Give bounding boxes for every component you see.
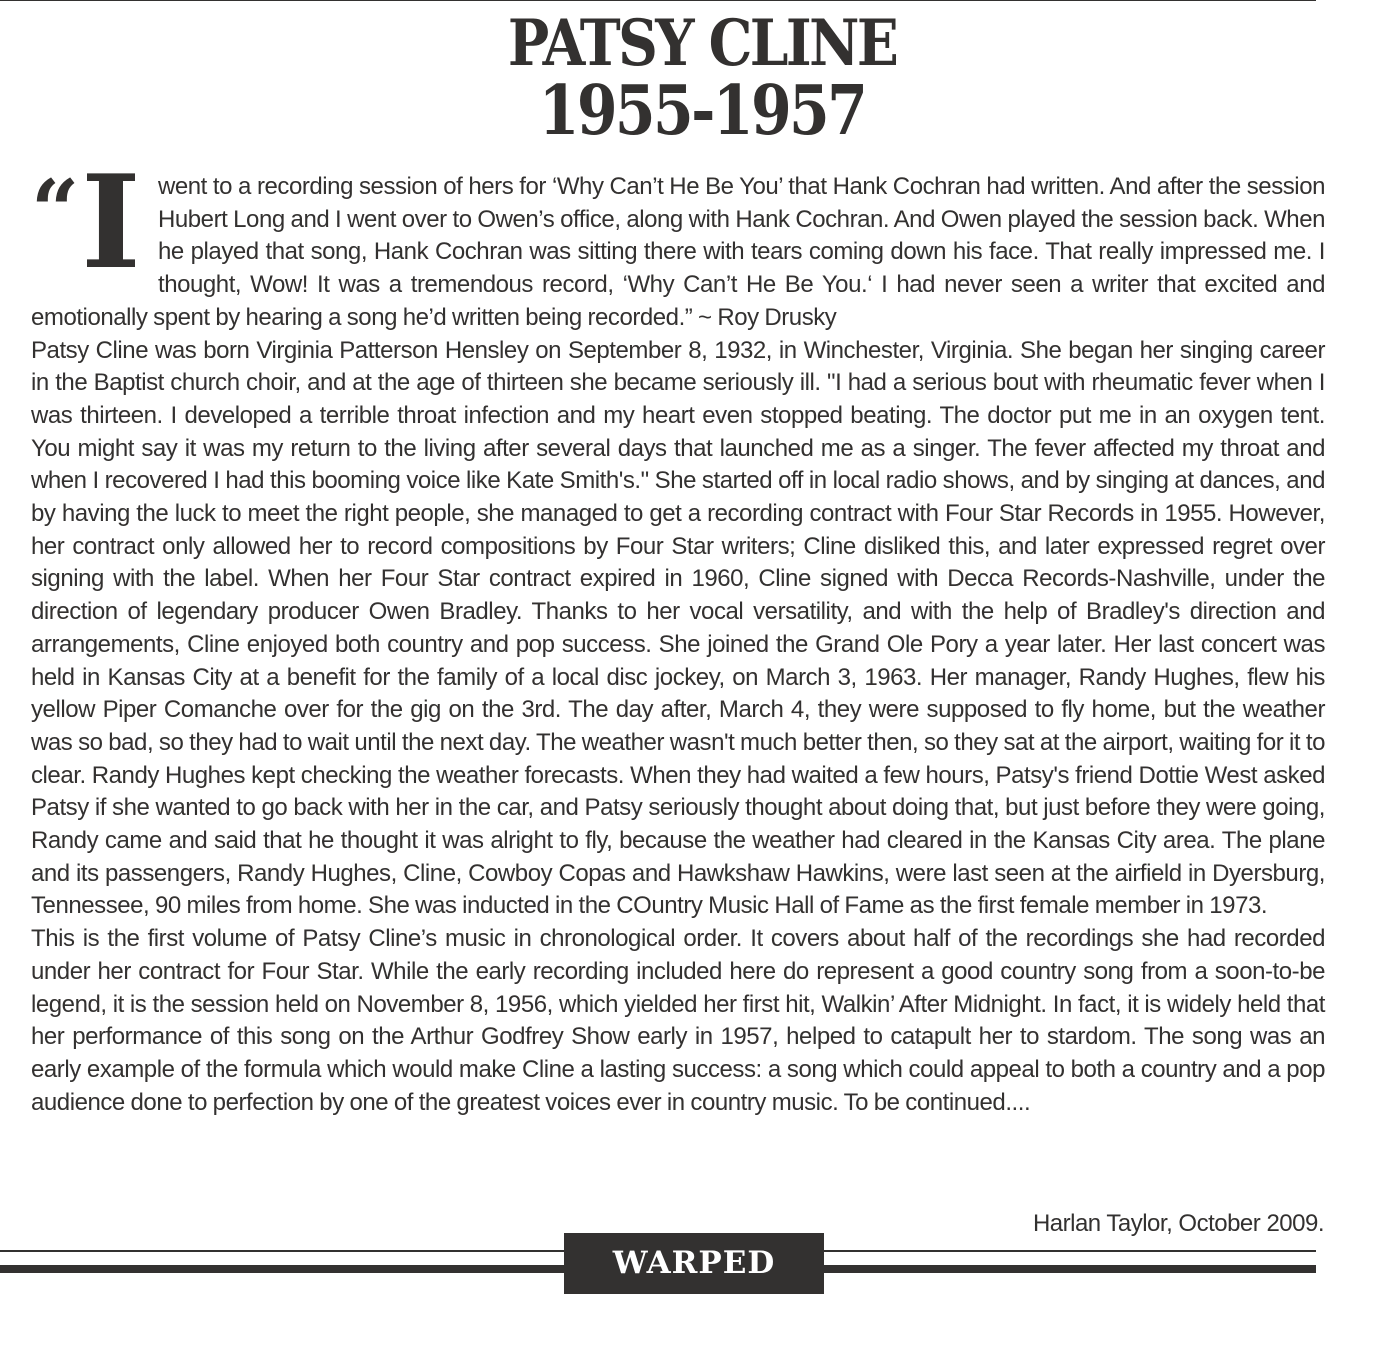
drop-cap-quote-mark: “ bbox=[31, 161, 79, 260]
drop-cap bbox=[31, 148, 157, 298]
title-block bbox=[0, 6, 1374, 151]
top-rule bbox=[0, 0, 1316, 1]
page-title: PATSY CLINE bbox=[507, 6, 897, 81]
liner-notes bbox=[31, 148, 1325, 1119]
quote-text: went to a recording session of hers for ‘Why Can’t He Be You’ that Hank Cochran had written. And after the session Hubert Long and I went over to Owen’s office, along with Hank Cochran. And Owen played the session back. When he played that song, Hank Cochran was sitting there with tears coming down his face. That really impressed me. I thought, Wow! It was a tremendous record, ‘Why Can’t He Be You.‘ I had never seen a writer that excited and emotionally spent by hearing a song he’d written being recorded.” ~ Roy Drusky bbox=[31, 173, 1325, 331]
biography-paragraph: Patsy Cline was born Virginia Patterson Hensley on September 8, 1932, in Winchester, Virginia. She began her singing career in the Baptist church choir, and at the age of thirteen she became seriously ill. "I had a serious bout with rheumatic fever when I was thirteen. I developed a terrible throat infection and my heart even stopped beating. The doctor put me in an oxygen tent. You might say it was my return to the living after several days that launched me as a singer. The fever affected my throat and when I recovered I had this booming voice like Kate Smith's." She started off in local radio shows, and by singing at dances, and by having the luck to meet the right people, she managed to get a recording contract with Four Star Records in 1955. However, her contract only allowed her to record compositions by Four Star writers; Cline disliked this, and later expressed regret over signing with the label. When her Four Star contract expired in 1960, Cline signed with Decca Records-Nashville, under the direction of legendary producer Owen Bradley. Thanks to her vocal versatility, and with the help of Bradley's direction and arrangements, Cline enjoyed both country and pop success. She joined the Grand Ole Pory a year later. Her last concert was held in Kansas City at a benefit for the family of a local disc jockey, on March 3, 1963. Her manager, Randy Hughes, flew his yellow Piper Comanche over for the gig on the 3rd. The day after, March 4, they were supposed to fly home, but the weather was so bad, so they had to wait until the next day. The weather wasn't much better then, so they sat at the airport, waiting for it to clear. Randy Hughes kept checking the weather forecasts. When they had waited a few hours, Patsy's friend Dottie West asked Patsy if she wanted to go back with her in the car, and Patsy seriously thought about doing that, but just before they were going, Randy came and said that he thought it was alright to fly, because the weather had cleared in the Kansas City area. The plane and its passengers, Randy Hughes, Cline, Cowboy Copas and Hawkshaw Hawkins, were last seen at the airfield in Dyersburg, Tennessee, 90 miles from home. She was inducted in the COuntry Music Hall of Fame as the first female member in 1973. bbox=[31, 336, 1325, 920]
drop-cap-letter: I bbox=[81, 148, 141, 298]
label-name: WARPED bbox=[612, 1245, 776, 1281]
catalog-badge bbox=[564, 1233, 824, 1342]
quote-paragraph bbox=[31, 148, 1325, 335]
catalog-number: 5550 bbox=[662, 1306, 754, 1342]
volume-paragraph: This is the first volume of Patsy Cline’s music in chronological order. It covers about half of the recordings she had recorded under her contract for Four Star. While the early recording included here do represent a good country song from a soon-to-be legend, it is the session held on November 8, 1956, which yielded her first hit, Walkin’ After Midnight. In fact, it is widely held that her performance of this song on the Arthur Godfrey Show early in 1957, helped to catapult her to stardom. The song was an early example of the formula which would make Cline a lasting success: a song which could appeal to both a country and a pop audience done to perfection by one of the greatest voices ever in country music. To be continued.... bbox=[31, 925, 1325, 1116]
page-years: 1955-1957 bbox=[538, 71, 866, 151]
author-signature: Harlan Taylor, October 2009. bbox=[1032, 1210, 1324, 1237]
